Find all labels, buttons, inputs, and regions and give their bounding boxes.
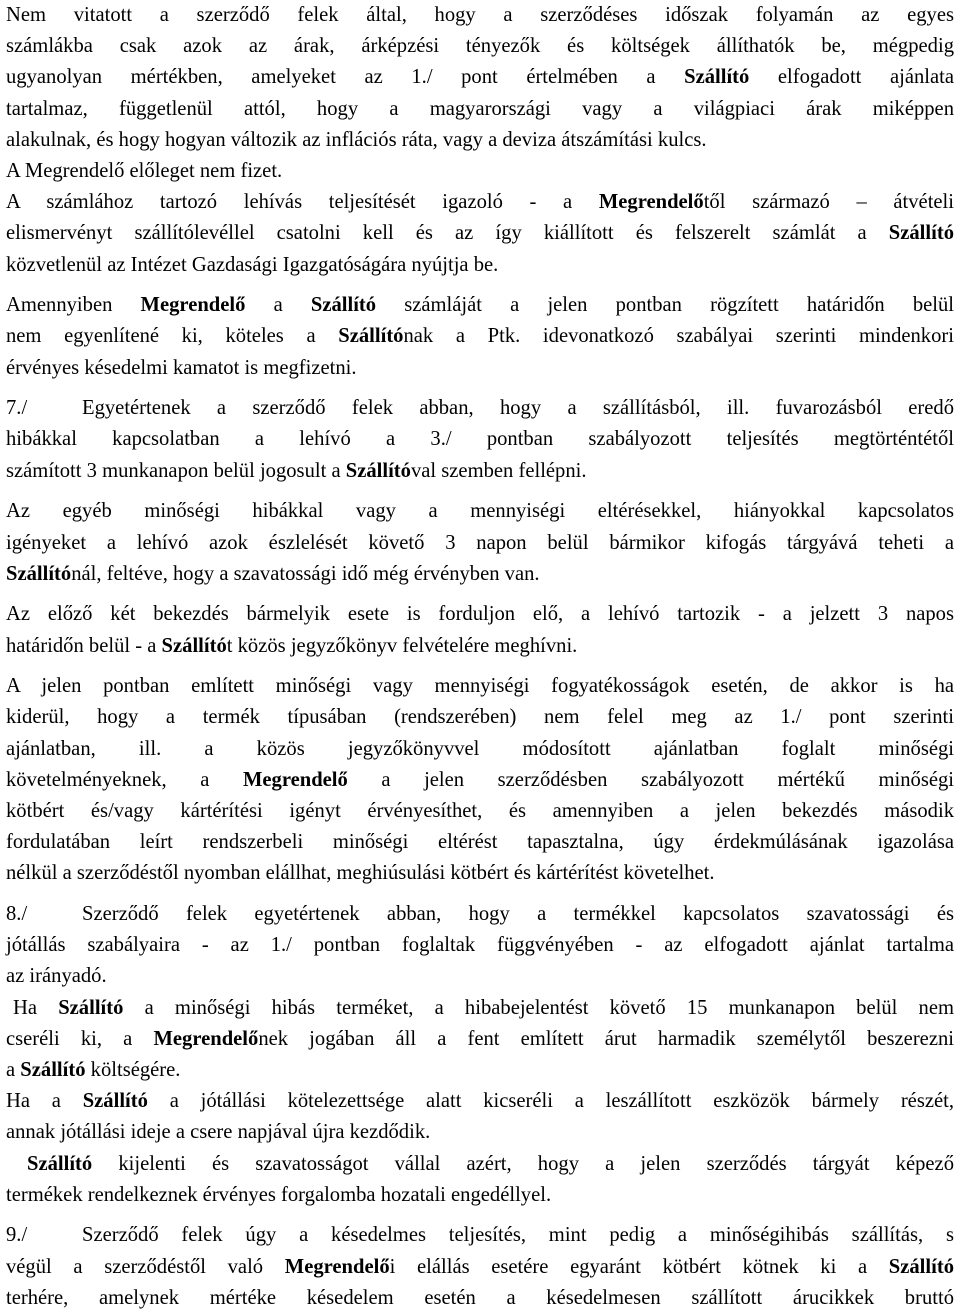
text-run: elismervényt szállítólevéllel csatolni kell és az így kiállított és felszerelt számlát a xyxy=(6,222,889,245)
text-line xyxy=(6,1220,954,1251)
paragraph-p4 xyxy=(6,393,954,487)
paragraph-p11 xyxy=(6,1149,954,1211)
text-line xyxy=(6,1149,954,1180)
text-run: Ha xyxy=(13,996,59,1019)
text-line xyxy=(6,1252,954,1283)
text-line xyxy=(6,1055,954,1086)
text-run: alakulnak, és hogy hogyan változik az inflációs ráta, vagy a deviza átszámítási kulcs. xyxy=(6,128,707,151)
paragraph-gap xyxy=(6,590,954,600)
text-run: Szerződő felek egyetértenek abban, hogy a termékkel kapcsolatos szavatossági és xyxy=(82,903,954,926)
text-run: kijelenti és szavatosságot vállal azért, hogy a jelen szerződés tárgyát képező xyxy=(92,1152,954,1175)
section-number: 8./ xyxy=(6,903,28,926)
bold-term: Megrendelő xyxy=(598,191,704,214)
text-line xyxy=(6,1086,954,1117)
text-line xyxy=(6,734,954,765)
text-run: kiderül, hogy a termék típusában (rendszerében) nem felel meg az 1./ pont szerinti xyxy=(6,706,954,729)
text-line xyxy=(6,528,954,559)
text-run: érvényes késedelmi kamatot is megfizetni. xyxy=(6,356,357,379)
text-run: cseréli ki, a xyxy=(6,1027,154,1050)
text-line xyxy=(6,456,954,487)
section-number: 7./ xyxy=(6,397,28,420)
paragraph-p5 xyxy=(6,496,954,590)
text-run: termékek rendelkeznek érvényes forgalomba hozatali engedéllyel. xyxy=(6,1183,552,1206)
bold-term: Szállító xyxy=(20,1059,86,1081)
text-line xyxy=(6,125,954,156)
text-line xyxy=(6,94,954,125)
text-run: től származó – átvételi xyxy=(703,191,955,214)
text-run: a jótállási kötelezettsége alatt kicseréli a leszállított eszközök bármely részét, xyxy=(147,1090,954,1113)
bold-term: Szállító xyxy=(6,562,72,585)
text-run: számított 3 munkanapon belül jogosult a xyxy=(6,459,346,482)
text-run: A jelen pontban említett minőségi vagy mennyiségi fogyatékosságok esetén, de akkor is ha xyxy=(6,675,954,698)
paragraph-gap xyxy=(6,487,954,497)
text-run: Nem vitatott a szerződő felek által, hogy a szerződéses időszak folyamán az egyes xyxy=(6,4,954,26)
text-run: nem egyenlítené ki, köteles a xyxy=(6,325,339,348)
text-run: fordulatában leírt rendszerbeli minőségi eltérést tapasztalna, úgy érdekmúlásának igazolása xyxy=(6,831,954,854)
bold-term: Szállító xyxy=(58,996,124,1019)
paragraph-p3 xyxy=(6,290,954,384)
text-line xyxy=(6,62,954,93)
text-run: t közös jegyzőkönyv felvételére meghívni. xyxy=(226,634,578,657)
text-run: követelményeknek, a xyxy=(6,768,243,791)
text-run: Szerződő felek úgy a késedelmes teljesítés, mint pedig a minőségihibás szállítás, s xyxy=(82,1224,954,1247)
paragraph-p12 xyxy=(6,1220,954,1314)
text-run: tartalmaz, függetlenül attól, hogy a magyarországi vagy a világpiaci árak miképpen xyxy=(6,97,954,120)
text-run: Egyetértenek a szerződő felek abban, hogy a szállításból, ill. fuvarozásból eredő xyxy=(82,397,954,420)
text-line xyxy=(6,393,954,424)
text-run: igényeket a lehívó azok észlelését követő 3 napon belül bármikor kifogás tárgyává teheti a xyxy=(6,531,954,554)
text-line xyxy=(6,496,954,527)
text-line xyxy=(6,187,954,218)
bold-term: Megrendelő xyxy=(153,1027,259,1050)
text-line xyxy=(6,671,954,702)
text-line xyxy=(6,930,954,961)
text-run: a xyxy=(245,294,311,317)
text-run: ugyanolyan mértékben, amelyeket az 1./ pont értelmében a xyxy=(6,66,685,89)
paragraph-gap xyxy=(6,384,954,394)
text-line xyxy=(6,631,954,662)
text-run: közvetlenül az Intézet Gazdasági Igazgatóságára nyújtja be. xyxy=(6,253,499,276)
text-run: Az előző két bekezdés bármelyik esete is forduljon elő, a lehívó tartozik - a jelzett 3 napos xyxy=(6,603,954,626)
paragraph-gap xyxy=(6,890,954,900)
bold-term: Szállító xyxy=(161,634,227,657)
paragraph-gap xyxy=(6,281,954,291)
text-run: számlákba csak azok az árak, árképzési tényezők és költségek állíthatók be, mégpedig xyxy=(6,35,954,58)
text-line xyxy=(6,1283,954,1314)
text-run: A számlához tartozó lehívás teljesítését igazoló - a xyxy=(6,191,599,214)
text-run: val szemben fellépni. xyxy=(410,459,587,482)
text-line xyxy=(6,1117,954,1148)
text-run: számláját a jelen pontban rögzített határidőn belül xyxy=(376,294,955,317)
paragraph-p7 xyxy=(6,671,954,889)
text-line xyxy=(6,0,954,31)
text-line xyxy=(6,353,954,384)
text-run: nak a Ptk. idevonatkozó szabályai szerinti mindenkori xyxy=(403,325,954,348)
text-run: Amennyiben xyxy=(6,294,141,317)
text-run: i elállás esetére egyaránt kötbért kötnek ki a xyxy=(389,1255,889,1278)
text-run: a jelen szerződésben szabályozott mértékű minőségi xyxy=(347,768,954,791)
paragraph-gap xyxy=(6,1211,954,1221)
text-line xyxy=(6,218,954,249)
bold-term: Szállító xyxy=(684,66,750,89)
paragraph-p1 xyxy=(6,0,954,187)
text-run: a xyxy=(6,1059,21,1081)
paragraph-p2 xyxy=(6,187,954,281)
paragraph-p8 xyxy=(6,899,954,993)
text-line xyxy=(6,899,954,930)
paragraph-p9 xyxy=(6,993,954,1087)
text-line xyxy=(6,765,954,796)
text-line xyxy=(6,290,954,321)
text-run: költségére. xyxy=(85,1059,181,1081)
text-line xyxy=(6,31,954,62)
text-line xyxy=(6,1180,954,1211)
bold-term: Megrendelő xyxy=(284,1255,390,1278)
text-line xyxy=(6,156,954,187)
paragraph-p6 xyxy=(6,599,954,661)
text-run: Az egyéb minőségi hibákkal vagy a mennyiségi eltérésekkel, hiányokkal kapcsolatos xyxy=(6,500,954,523)
text-run: A Megrendelő előleget nem fizet. xyxy=(6,159,283,182)
text-run: határidőn belül - a xyxy=(6,634,162,657)
text-line xyxy=(6,321,954,352)
bold-term: Szállító xyxy=(82,1090,148,1113)
text-line xyxy=(6,796,954,827)
text-line xyxy=(6,424,954,455)
paragraph-p10 xyxy=(6,1086,954,1148)
text-line xyxy=(6,961,954,992)
text-line xyxy=(6,250,954,281)
text-run: annak jótállási ideje a csere napjával újra kezdődik. xyxy=(6,1121,431,1144)
text-run: az irányadó. xyxy=(6,965,107,988)
text-line xyxy=(6,599,954,630)
bold-term: Megrendelő xyxy=(140,294,246,317)
text-run: ajánlatban, ill. a közös jegyzőkönyvvel módosított ajánlatban foglalt minőségi xyxy=(6,737,954,760)
text-line xyxy=(6,993,954,1024)
bold-term: Szállító xyxy=(310,294,377,317)
text-line xyxy=(6,559,954,590)
text-run: Ha a xyxy=(6,1090,83,1113)
bold-term: Szállító xyxy=(27,1152,93,1175)
text-line xyxy=(6,1024,954,1055)
text-run: hibákkal kapcsolatban a lehívó a 3./ pontban szabályozott teljesítés megtörténtétől xyxy=(6,428,954,451)
section-number: 9./ xyxy=(6,1224,28,1247)
text-line xyxy=(6,858,954,889)
bold-term: Szállító xyxy=(338,325,404,348)
text-run: terhére, amelynek mértéke késedelem esetén a késedelmesen szállított árucikkek bruttó xyxy=(6,1286,954,1309)
bold-term: Szállító xyxy=(345,459,411,482)
text-line xyxy=(6,827,954,858)
paragraph-gap xyxy=(6,662,954,672)
text-run: nélkül a szerződéstől nyomban elállhat, meghiúsulási kötbért és kártérítést követelhet. xyxy=(6,862,715,885)
text-run: nek jogában áll a fent említett árut harmadik személytől beszerezni xyxy=(258,1027,954,1050)
bold-term: Megrendelő xyxy=(242,768,348,791)
bold-term: Szállító xyxy=(888,222,954,245)
text-run: elfogadott ajánlata xyxy=(749,66,955,89)
bold-term: Szállító xyxy=(888,1255,954,1278)
text-run: jótállás szabályaira - az 1./ pontban foglaltak függvényében - az elfogadott ajánlat tartalma xyxy=(6,934,954,957)
text-run: kötbért és/vagy kártérítési igényt érvényesíthet, és amennyiben a jelen bekezdés második xyxy=(6,800,954,822)
text-line xyxy=(6,702,954,733)
text-run: a minőségi hibás terméket, a hibabejelentést követő 15 munkanapon belül nem xyxy=(123,996,954,1019)
text-run: végül a szerződéstől való xyxy=(6,1255,285,1278)
text-run: nál, feltéve, hogy a szavatossági idő még érvényben van. xyxy=(71,562,540,585)
